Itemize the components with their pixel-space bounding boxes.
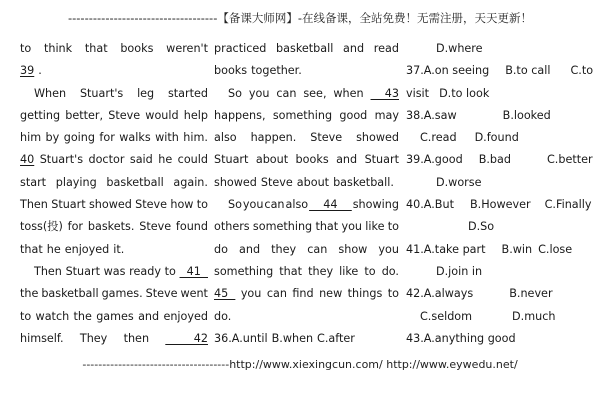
word: help [183,108,208,122]
text-line [214,194,399,216]
word: can [307,242,328,256]
option-line [406,216,591,238]
blank-number: 41 [179,264,208,278]
word: he [158,153,173,167]
word: would [145,108,179,122]
option-choice: C.to [570,64,594,78]
word: Steve [260,175,293,189]
word: new [319,287,343,301]
text-line [20,172,208,194]
word: about [296,175,330,189]
text-line [20,194,208,216]
word: books [120,42,154,55]
option-choice: B.never [509,287,553,301]
option-choice: C.read [420,131,457,145]
option-line [406,283,591,305]
word: find [292,287,314,301]
option-choice: D.to look [439,86,490,100]
word: think [43,42,73,55]
word: something [272,108,333,122]
word: something [252,220,313,234]
word: practiced [214,42,267,55]
option-choice: C.seldom [420,309,473,323]
text-line [20,127,208,149]
word: may [374,108,399,122]
option-line [406,328,591,350]
word: then [123,331,150,345]
option-choice: B.win [501,242,533,256]
word: by [45,131,60,145]
word: books [295,153,329,167]
word: to [196,198,208,212]
word: So [228,86,242,100]
word: Stuart [65,264,100,278]
word: going [63,131,95,145]
option-line [406,105,591,127]
word: When [34,86,67,100]
text-line [20,83,208,105]
word: walks [119,131,151,145]
word: that [279,264,303,278]
word: enjoyed [64,242,110,256]
word: better, [65,108,104,122]
word: weren't [166,42,208,55]
word: to [364,264,376,278]
word: started [167,86,208,100]
blank-number: 44 [309,198,352,212]
text-line [20,328,208,350]
word: him. [183,131,208,145]
option-choice: 39.A.good [406,153,463,167]
word: do [214,242,228,256]
word: Steve [310,131,343,145]
text-line [214,172,399,194]
word: you [242,198,264,212]
word: showed [88,198,132,212]
word: went [180,287,208,301]
word: that [84,42,108,55]
option-line [406,149,591,171]
text-line [214,216,399,238]
word: playing [55,175,97,189]
option-choice: D.join in [436,264,483,278]
word: for [99,131,115,145]
word: good [339,108,368,122]
option-line [406,194,591,216]
word: was [103,264,126,278]
word: again. [173,175,208,189]
option-line [406,60,594,82]
word: showed [214,175,257,189]
word: and [239,242,261,256]
word: basketball [276,42,334,55]
text-column-2 [214,38,399,350]
word: could [177,153,208,167]
text-line [214,261,399,283]
word: They [79,331,108,345]
word: can [264,198,285,212]
word: you [248,86,270,100]
word: ready [129,264,161,278]
word: to [164,264,176,278]
word: about [255,153,289,167]
word: basketball. [333,175,394,189]
word: watch [35,309,70,323]
word: said [129,153,153,167]
option-line [406,306,591,328]
word: and [336,153,358,167]
text-line [214,105,399,127]
option-choice: 40.A.But [406,198,454,212]
option-choice: B.to call [505,64,551,78]
option-choice: C.better [547,153,593,167]
text-line [20,239,208,261]
word: Steve [139,220,172,234]
text-line [214,328,399,350]
text-line [20,283,208,305]
word: something [214,264,274,278]
word: himself. [20,331,64,345]
word: do. [214,309,232,323]
option-choice: D.found [474,131,519,145]
text-line [20,105,208,127]
option-choice: C.lose [538,242,573,256]
blank-number: 43 [370,86,399,100]
word: C.after [317,331,355,345]
option-choice: D.much [512,309,556,323]
text-line [214,38,399,60]
option-choice: D.where [436,42,483,55]
option-choice: 37.A.on seeing [406,64,490,78]
word: So [228,198,242,212]
word: basketball [106,175,164,189]
word: getting [20,108,61,122]
word: do. [381,264,399,278]
blank-number: 45 [214,287,236,301]
word: can [276,86,297,100]
blank-number: 39 [20,64,35,78]
word: doctor [88,153,125,167]
text-line [214,127,399,149]
word: Steve [108,108,141,122]
word: 36.A.until [214,331,268,345]
option-line [406,239,591,261]
word: Steve [145,287,178,301]
option-line [406,172,591,194]
word: and [138,309,160,323]
word: see, [303,86,327,100]
text-line [20,149,208,171]
options-column [406,38,594,350]
word: Steve [135,198,168,212]
option-choice: visit [406,86,430,100]
word: to [20,309,32,323]
word: to [387,287,399,301]
word: that [20,242,43,256]
word: things [347,287,383,301]
text-line [20,216,208,238]
text-line [214,306,399,328]
word: B.when [271,331,314,345]
word: read [373,42,399,55]
word: others [214,220,250,234]
option-choice: B.bad [478,153,511,167]
word: happen. [250,131,297,145]
word: found [175,220,208,234]
word: showed [356,131,399,145]
word: how [170,198,194,212]
word: books [214,64,248,78]
word: and [343,42,365,55]
word: with [155,131,179,145]
word: when [333,86,364,100]
text-line [214,60,399,82]
option-choice: 43.A.anything good [406,331,516,345]
word: show [338,242,368,256]
word: also [285,198,309,212]
page-footer-links: -------------------------------------http://www.xiexingcun.com/ http://www.eywedu.net/ [82,358,518,371]
page-header-banner: ------------------------------------【备课大师网】-在线备课，全站免费！无需注册，天天更新！ [67,11,533,25]
word: happens, [214,108,266,122]
option-line [406,83,591,105]
word: like [339,264,359,278]
word: . [38,64,46,78]
word: Then [34,264,62,278]
option-choice: B.However [469,198,531,212]
text-line [20,261,208,283]
word: enjoyed [163,309,208,323]
word: together. [251,64,302,78]
option-line [406,127,591,149]
word: that [315,220,339,234]
text-line [214,149,399,171]
word: the [73,309,92,323]
option-choice: 42.A.always [406,287,474,301]
word: games. [101,287,143,301]
text-column-1 [20,38,208,350]
text-line [20,38,208,60]
word: you [341,220,363,234]
text-line [214,239,399,261]
option-choice: D.worse [436,175,482,189]
option-choice: D.So [468,220,495,234]
word: baskets. [87,220,135,234]
word: you [240,287,262,301]
word: you [378,242,399,256]
option-line [406,261,591,283]
word: Stuart [364,153,399,167]
word: he [46,242,61,256]
option-choice: 41.A.take part [406,242,486,256]
word: they [271,242,297,256]
text-line [20,306,208,328]
word: games [96,309,134,323]
option-line [406,38,591,60]
word: they [308,264,334,278]
blank-number: 42 [165,331,208,345]
word: like [365,220,385,234]
word: it. [113,242,125,256]
word: leg [137,86,155,100]
word: the [20,287,39,301]
word: Stuart's [79,86,124,100]
word: toss(投) [20,220,63,234]
word: Stuart's [39,153,84,167]
word: also [214,131,237,145]
word: Then [20,198,48,212]
word: start [20,175,47,189]
word: showing [352,198,399,212]
word: to [20,42,32,55]
word: him [20,131,42,145]
text-line [20,60,208,82]
option-choice: 38.A.saw [406,108,457,122]
option-choice: B.looked [502,108,551,122]
word: basketball [41,287,99,301]
word: Stuart [51,198,86,212]
text-line [214,83,399,105]
word: Stuart [214,153,249,167]
text-line [214,283,399,305]
blank-number: 40 [20,153,35,167]
word: can [266,287,287,301]
option-choice: C.Finally [544,198,592,212]
word: to [387,220,399,234]
word: for [67,220,84,234]
